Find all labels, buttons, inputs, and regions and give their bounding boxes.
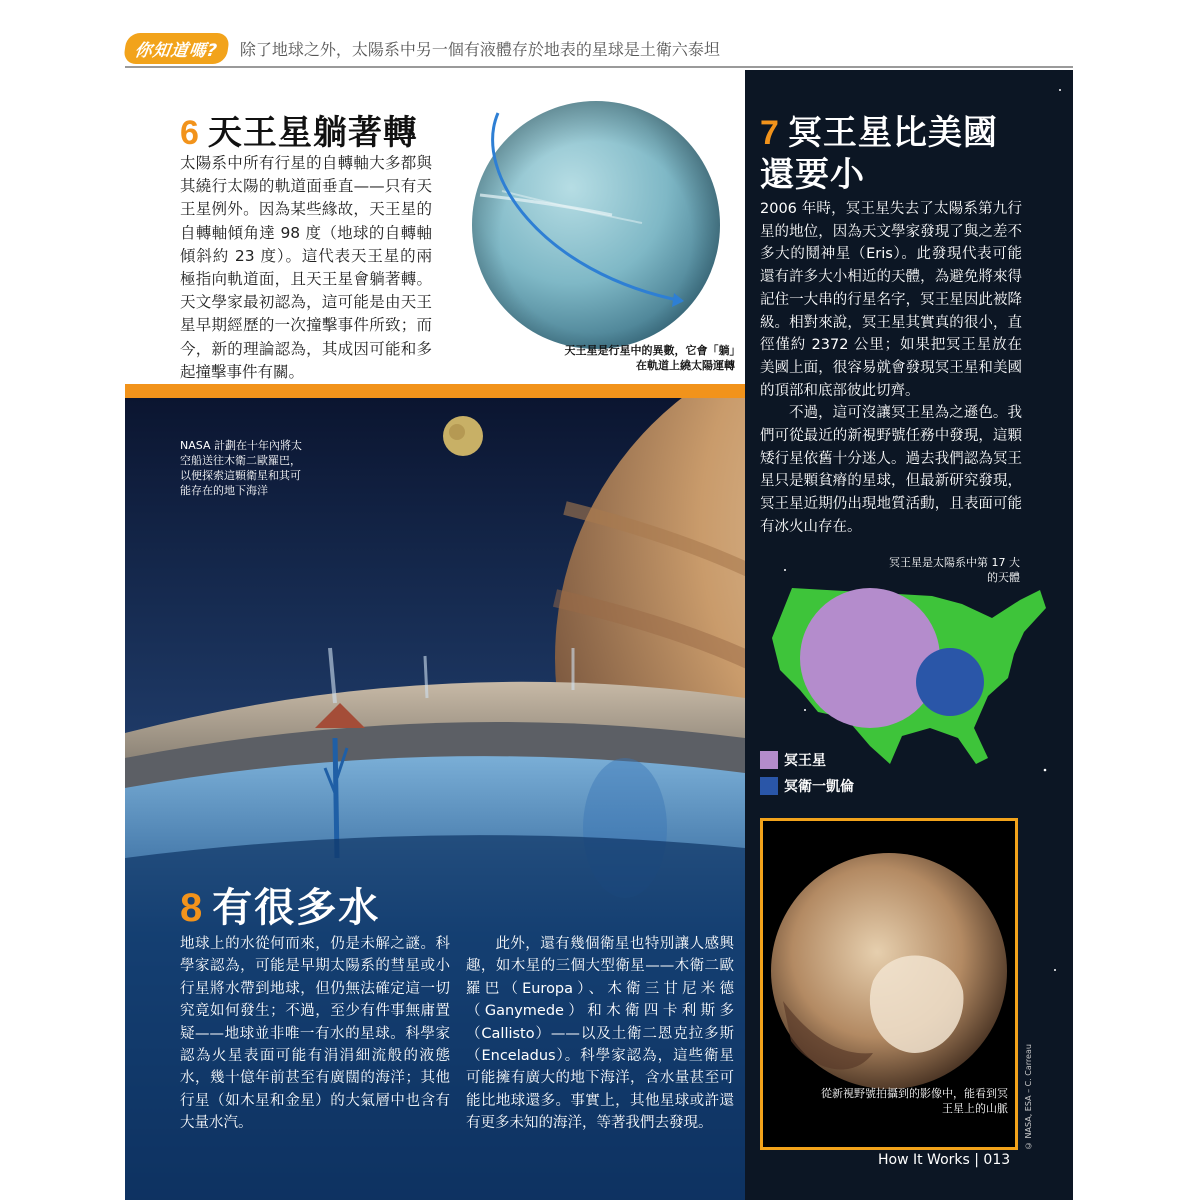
- section-8-column-b: [466, 933, 734, 1135]
- section-6-title: 天王星躺著轉: [207, 113, 418, 153]
- section-7-paragraph-1: 2006 年時，冥王星失去了太陽系第九行星的地位，因為天文學家發現了與之差不多大的鬩神星（Eris）。此發現代表可能還有許多大小相近的天體，為避免將來得記住一大串的行星名字，冥王星因此被降級。相對來說，冥王星其實真的很小，直徑僅約 2372 公里；如果把冥王星放在美國上面，很容易就會發現冥王星和美國的頂部和底部彼此切齊。: [760, 201, 1022, 399]
- section-7-number: 7: [760, 114, 780, 152]
- usa-size-comparison: [762, 578, 1062, 778]
- section-8-heading: [180, 876, 380, 933]
- legend-charon-label: 冥衛一凱倫: [784, 779, 854, 795]
- europa-caption: NASA 計劃在十年內將太空船送往木衛二歐羅巴，以便探索這顆衛星和其可能存在的地下海洋: [180, 439, 302, 497]
- image-credit: © NASA, ESA – C. Carreau: [1024, 1044, 1033, 1150]
- orange-divider: [125, 384, 745, 398]
- pluto-caption: 從新視野號拍攝到的影像中，能看到冥王星上的山脈: [821, 1087, 1008, 1115]
- section-7-heading: [760, 112, 1050, 196]
- pluto-disc: [800, 588, 940, 728]
- section-6-heading: [180, 105, 418, 154]
- section-8-column-b-text: 此外，還有幾個衛星也特別讓人感興趣，如木星的三個大型衛星——木衛二歐羅巴（Europa）、木衛三甘尼米德（Ganymede）和木衛四卡利斯多（Callisto）——以及土衛二恩克拉多斯（Enceladus）。科學家認為，這些衛星可能擁有廣大的地下海洋，含水量甚至可能比地球還多。事實上，其他星球或許還有更多未知的海洋，等著我們去發現。: [466, 936, 734, 1132]
- section-7-title-line1: 冥王星比美國: [787, 113, 998, 153]
- page-footer: How It Works | 013: [878, 1152, 1011, 1168]
- legend-pluto: [760, 750, 826, 770]
- section-7-body: [760, 198, 1022, 539]
- section-7-title-line2: 還要小: [760, 155, 865, 195]
- legend-charon-swatch: [760, 777, 778, 795]
- section-8-column-a: 地球上的水從何而來，仍是未解之謎。科學家認為，可能是早期太陽系的彗星或小行星將水帶到地球，但仍無法確定這一切究竟如何發生；不過，至少有件事無庸置疑——地球並非唯一有水的星球。科學家認為火星表面可能有涓涓細流般的液態水，幾十億年前甚至有廣闊的海洋；其他行星（如木星和金星）的大氣層中也含有大量水汽。: [180, 936, 450, 1132]
- legend-pluto-label: 冥王星: [784, 753, 826, 769]
- section-6-number: 6: [180, 114, 200, 152]
- uranus-illustration: [462, 93, 730, 363]
- section-6-body: 太陽系中所有行星的自轉軸大多都與其繞行太陽的軌道面垂直——只有天王星例外。因為某些緣故，天王星的自轉軸傾角達 98 度（地球的自轉軸傾斜約 23 度）。這代表天王星的兩極指向軌道面，且天王星會躺著轉。天文學家最初認為，這可能是由天王星早期經歷的一次撞擊事件所致；而今，新的理論認為，其成因可能和多起撞擊事件有關。: [180, 154, 432, 381]
- section-8-number: 8: [180, 886, 205, 930]
- did-you-know-fact: 除了地球之外，太陽系中另一個有液體存於地表的星球是土衛六泰坦: [239, 39, 720, 59]
- section-8-title: 有很多水: [212, 885, 381, 931]
- charon-disc: [916, 648, 984, 716]
- did-you-know-badge: 你知道嗎?: [123, 33, 230, 64]
- legend-charon: [760, 776, 854, 796]
- legend-pluto-swatch: [760, 751, 778, 769]
- did-you-know-bar: [125, 30, 1073, 68]
- section-7-paragraph-2: 不過，這可沒讓冥王星為之遜色。我們可從最近的新視野號任務中發現，這顆矮行星依舊十分迷人。過去我們認為冥王星只是顆貧瘠的星球，但最新研究發現，冥王星近期仍出現地質活動，且表面可能有冰火山存在。: [760, 405, 1022, 535]
- size-caption: 冥王星是太陽系中第 17 大的天體: [889, 556, 1020, 584]
- uranus-caption: 天王星是行星中的異數，它會「躺」在軌道上繞太陽運轉: [564, 344, 735, 372]
